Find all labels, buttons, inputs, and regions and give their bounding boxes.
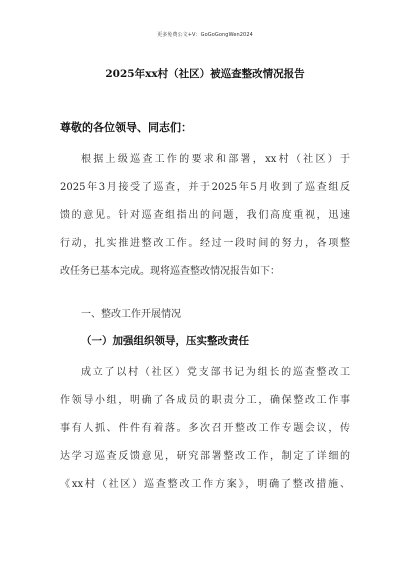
paragraph-2-line: 成立了以村（社区）党支部书记为组长的巡查整改工 bbox=[81, 367, 350, 378]
paragraph-1-line: 根据上级巡查工作的要求和部署，xx村（社区）于 bbox=[81, 154, 350, 165]
greeting: 尊敬的各位领导、同志们： bbox=[60, 121, 192, 134]
section-1-heading: 一、整改工作开展情况 bbox=[81, 309, 181, 320]
paragraph-2-line: 达学习巡查反馈意见，研究部署整改工作，制定了详细的 bbox=[60, 451, 350, 462]
paragraph-1-line: 2025年3月接受了巡查，并于2025年5月收到了巡查组反 bbox=[60, 182, 350, 193]
header-note: 更多免费公文+V：GoGoGongWen2024 bbox=[157, 32, 253, 38]
paragraph-2-line: 作领导小组，明确了各成员的职责分工，确保整改工作事 bbox=[60, 395, 350, 406]
paragraph-2-line: 《xx村（社区）巡查整改工作方案》，明确了整改措施、 bbox=[60, 479, 350, 490]
subsection-1-heading: （一）加强组织领导，压实整改责任 bbox=[81, 335, 249, 347]
paragraph-1-line: 行动，扎实推进整改工作。经过一段时间的努力，各项整 bbox=[60, 238, 350, 249]
paragraph-2-line: 事有人抓、件件有着落。多次召开整改工作专题会议，传 bbox=[60, 423, 350, 434]
paragraph-1-line: 改任务已基本完成。现将巡查整改情况报告如下： bbox=[60, 266, 280, 277]
paragraph-1-line: 馈的意见。针对巡查组指出的问题，我们高度重视，迅速 bbox=[60, 210, 350, 221]
report-title: 2025年xx村（社区）被巡查整改情况报告 bbox=[105, 68, 305, 80]
